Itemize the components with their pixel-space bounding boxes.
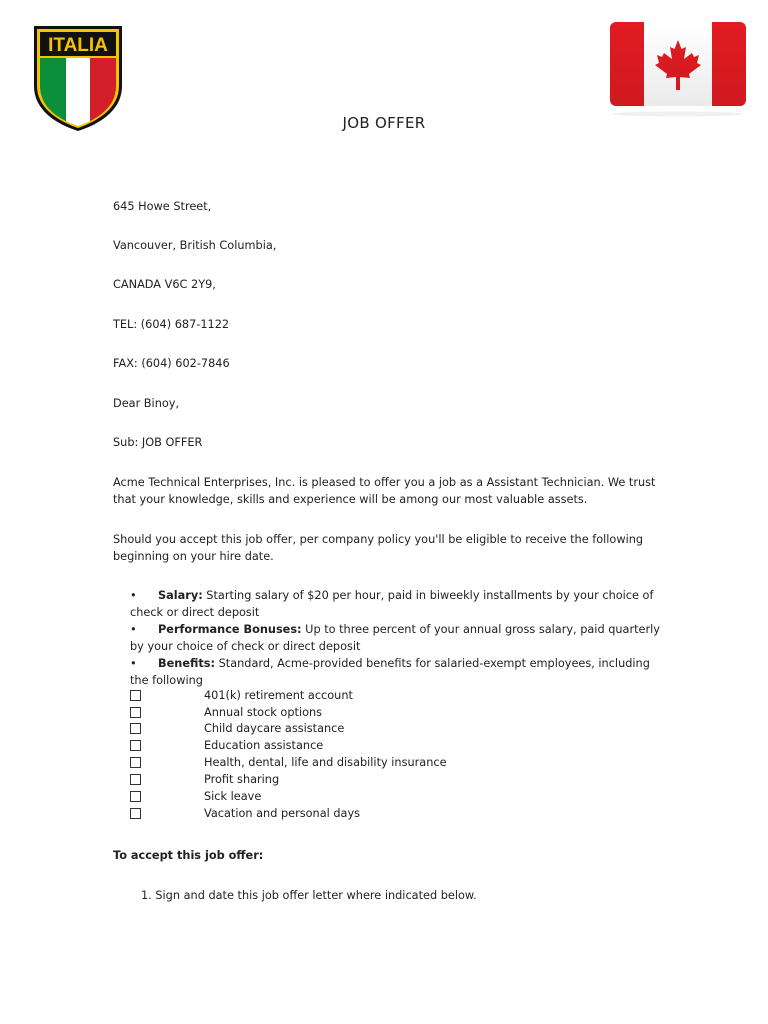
benefit-item xyxy=(130,756,670,773)
bullet-benefits xyxy=(130,656,670,689)
checkbox-icon xyxy=(130,690,141,701)
page-title: JOB OFFER xyxy=(342,114,426,132)
benefit-label: Health, dental, life and disability insurance xyxy=(204,756,447,769)
benefit-item xyxy=(130,739,670,756)
benefit-label: Sick leave xyxy=(204,790,262,803)
checkbox-icon xyxy=(130,740,141,751)
bullet-symbol: • xyxy=(130,589,137,602)
checkbox-icon xyxy=(130,774,141,785)
italia-crest-text: ITALIA xyxy=(48,35,108,56)
bullet-term: Salary: xyxy=(158,589,203,602)
checkbox-icon xyxy=(130,707,141,718)
step-text: Sign and date this job offer letter where indicated below. xyxy=(155,889,477,902)
greeting: Dear Binoy, xyxy=(113,397,180,410)
bullet-salary xyxy=(130,588,670,621)
canada-flag-icon xyxy=(606,18,752,118)
bullet-text: Starting salary of $20 per hour, paid in biweekly installments by your choice of check or direct deposit xyxy=(130,589,654,619)
checkbox-icon xyxy=(130,808,141,819)
benefit-item xyxy=(130,722,670,739)
benefit-label: Vacation and personal days xyxy=(204,807,361,820)
benefit-label: Profit sharing xyxy=(204,773,280,786)
bullet-text: Up to three percent of your annual gross salary, paid quarterly by your choice of check or direct deposit xyxy=(130,623,660,653)
accept-heading: To accept this job offer: xyxy=(113,849,264,862)
bullet-performance-bonuses xyxy=(130,622,670,655)
address-tel: TEL: (604) 687-1122 xyxy=(113,318,230,331)
benefit-label: Child daycare assistance xyxy=(204,722,345,735)
benefit-item xyxy=(130,790,670,807)
benefit-item xyxy=(130,807,670,824)
intro-paragraph: Acme Technical Enterprises, Inc. is pleased to offer you a job as a Assistant Technician. We trust that your knowledge, skills and experience will be among our most valuable assets. xyxy=(113,476,656,506)
benefit-label: Annual stock options xyxy=(204,706,323,719)
bullet-term: Benefits: xyxy=(158,657,215,670)
bullet-term: Performance Bonuses: xyxy=(158,623,302,636)
bullet-symbol: • xyxy=(130,657,137,670)
bullet-text: Standard, Acme-provided benefits for salaried-exempt employees, including the following xyxy=(130,657,650,687)
address-street: 645 Howe Street, xyxy=(113,200,212,213)
address-city: Vancouver, British Columbia, xyxy=(113,239,277,252)
checkbox-icon xyxy=(130,757,141,768)
checkbox-icon xyxy=(130,791,141,802)
bullet-symbol: • xyxy=(130,623,137,636)
benefit-item xyxy=(130,706,670,723)
benefit-label: 401(k) retirement account xyxy=(204,689,353,702)
subject-line: Sub: JOB OFFER xyxy=(113,436,203,449)
benefit-item xyxy=(130,773,670,790)
benefit-label: Education assistance xyxy=(204,739,324,752)
benefit-item xyxy=(130,689,670,706)
step-number: 1. xyxy=(141,889,152,902)
address-fax: FAX: (604) 602-7846 xyxy=(113,357,230,370)
address-postal: CANADA V6C 2Y9, xyxy=(113,278,216,291)
accept-step xyxy=(141,889,477,902)
eligibility-paragraph: Should you accept this job offer, per company policy you'll be eligible to receive the following beginning on your hire date. xyxy=(113,533,644,563)
checkbox-icon xyxy=(130,723,141,734)
